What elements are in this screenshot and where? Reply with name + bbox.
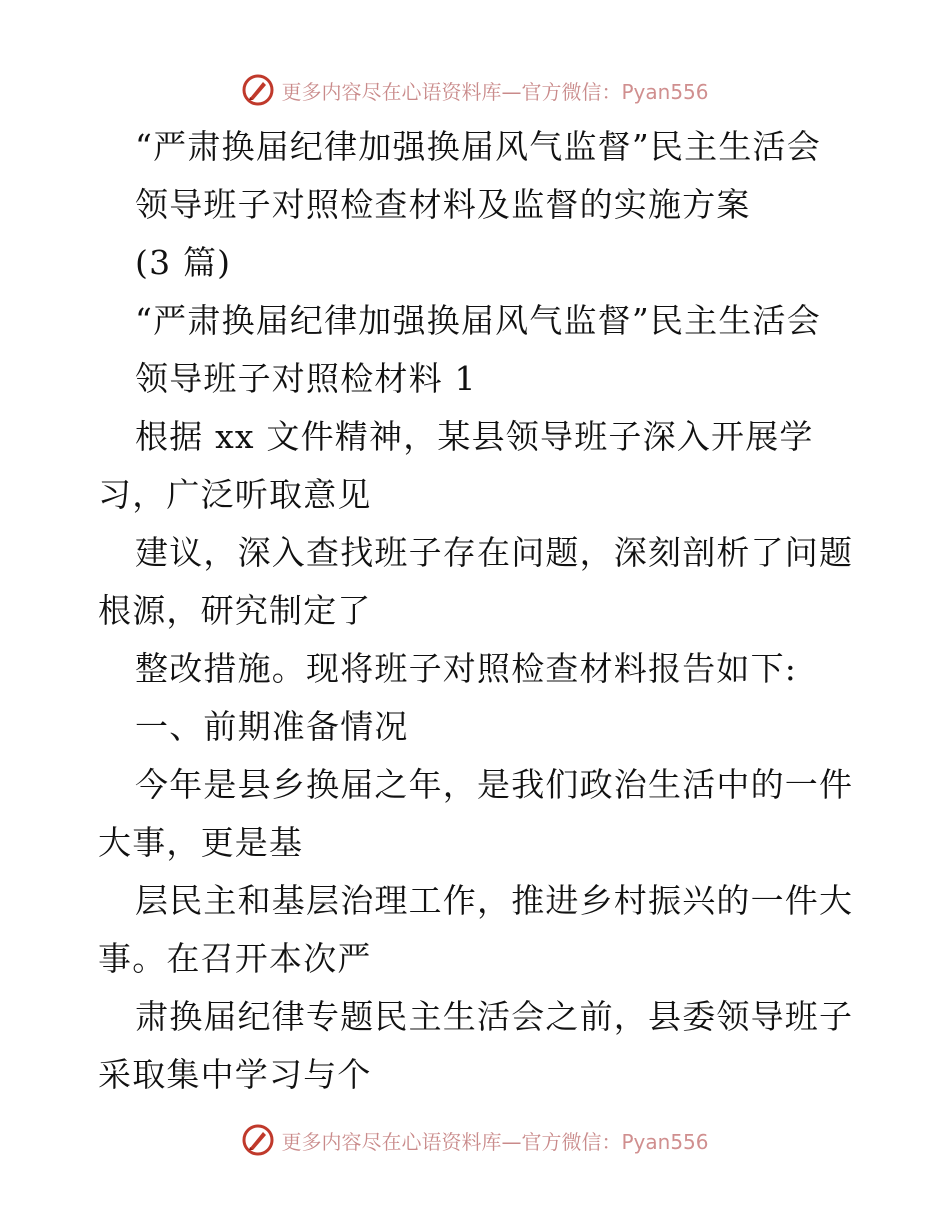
doc-line-paragraph: 整改措施。现将班子对照检查材料报告如下: [135, 649, 798, 688]
doc-line-paragraph: 事。在召开本次严 [98, 939, 372, 978]
doc-line-title-3: (3 篇) [135, 243, 232, 282]
watermark-text [281, 76, 708, 105]
watermark-contact-id: Pyan556 [621, 79, 709, 104]
watermark-separator: — [501, 79, 522, 104]
doc-line-section-heading: 一、前期准备情况 [135, 707, 409, 746]
doc-line-paragraph: 建议，深入查找班子存在问题，深刻剖析了问题 [135, 533, 854, 572]
watermark-contact-label: 官方微信： [521, 1129, 622, 1154]
document-body [98, 118, 858, 1104]
doc-line-paragraph: 采取集中学习与个 [98, 1055, 372, 1094]
watermark-text [281, 1126, 708, 1155]
watermark-contact-id: Pyan556 [621, 1129, 709, 1154]
quill-pen-logo-icon [241, 73, 275, 107]
doc-line-paragraph: 习，广泛听取意见 [98, 475, 372, 514]
quill-pen-logo-icon [241, 1123, 275, 1157]
doc-line-subtitle-2: 领导班子对照检材料 1 [135, 359, 477, 398]
doc-line-title-1: “严肃换届纪律加强换届风气监督”民主生活会 [135, 127, 821, 166]
doc-line-title-2: 领导班子对照检查材料及监督的实施方案 [135, 185, 751, 224]
doc-line-paragraph: 肃换届纪律专题民主生活会之前，县委领导班子 [135, 997, 854, 1036]
doc-line-subtitle-1: “严肃换届纪律加强换届风气监督”民主生活会 [135, 301, 821, 340]
watermark-contact-label: 官方微信： [521, 79, 622, 104]
doc-line-paragraph: 大事，更是基 [98, 823, 304, 862]
watermark-separator: — [501, 1129, 522, 1154]
doc-line-paragraph: 今年是县乡换届之年，是我们政治生活中的一件 [135, 765, 854, 804]
watermark-main-text: 更多内容尽在心语资料库 [281, 1129, 502, 1154]
footer-watermark-banner [0, 1120, 950, 1160]
watermark-main-text: 更多内容尽在心语资料库 [281, 79, 502, 104]
doc-line-paragraph: 层民主和基层治理工作，推进乡村振兴的一件大 [135, 881, 854, 920]
doc-line-paragraph: 根源，研究制定了 [98, 591, 372, 630]
header-watermark-banner [0, 70, 950, 110]
doc-line-paragraph: 根据 xx 文件精神，某县领导班子深入开展学 [135, 417, 814, 456]
